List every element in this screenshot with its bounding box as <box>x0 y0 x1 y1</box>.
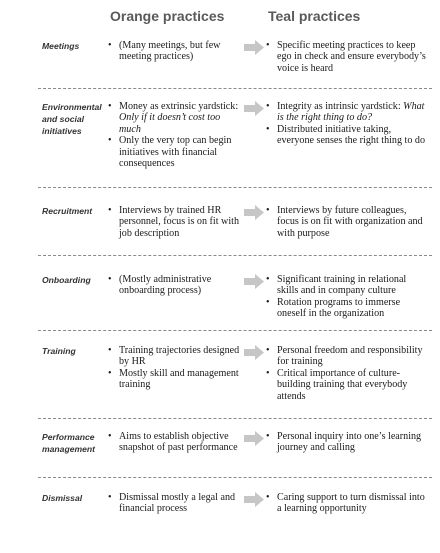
teal-practice-item: • Interviews by future colleagues, focus is on fit with organization and with purpose <box>266 205 426 239</box>
right-arrow-icon <box>244 492 264 507</box>
teal-practice-item: • Specific meeting practices to keep ego in check and ensure everybody’s voice is heard <box>266 40 426 74</box>
orange-practice-item: • (Mostly administrative onboarding process) <box>108 274 242 297</box>
teal-practice-list <box>266 274 426 320</box>
right-arrow-icon <box>244 345 264 360</box>
category-label: Training <box>42 346 76 356</box>
orange-practice-list <box>108 274 242 297</box>
teal-practice-list <box>266 492 426 515</box>
category-label: Onboarding <box>42 275 91 285</box>
orange-practice-item: • Aims to establish objective snapshot of past performance <box>108 431 242 454</box>
teal-practice-item: • Personal freedom and responsibility for training <box>266 345 426 368</box>
row-divider <box>38 477 432 478</box>
row-divider <box>38 88 432 89</box>
teal-practice-item: • Distributed initiative taking, everyone senses the right thing to do <box>266 124 426 147</box>
practice-text: Integrity as intrinsic yardstick: <box>277 101 401 112</box>
right-arrow-icon <box>244 205 264 220</box>
right-arrow-icon <box>244 431 264 446</box>
category-label: Dismissal <box>42 493 83 503</box>
orange-practice-item: • Only the very top can begin initiatives with financial consequences <box>108 135 242 169</box>
orange-practice-item: • (Many meetings, but few meeting practices) <box>108 40 242 63</box>
practice-emphasis: What is the right thing to do? <box>277 101 425 124</box>
category-label: Performance management <box>42 432 96 454</box>
teal-practice-list <box>266 205 426 239</box>
orange-practice-list <box>108 345 242 391</box>
category-label: Recruitment <box>42 206 93 216</box>
orange-practice-item: • Training trajectories designed by HR <box>108 345 242 368</box>
row-divider <box>38 330 432 331</box>
row-divider <box>38 187 432 188</box>
orange-practice-item: • Mostly skill and management training <box>108 368 242 391</box>
teal-practice-list <box>266 431 426 454</box>
teal-practice-item: • Significant training in relational skills and in company culture <box>266 274 426 297</box>
row-divider <box>38 255 432 256</box>
teal-practice-item: • Personal inquiry into one’s learning journey and calling <box>266 431 426 454</box>
orange-practice-list <box>108 40 242 63</box>
orange-practice-list <box>108 205 242 239</box>
practice-text: Money as extrinsic yardstick: <box>119 101 239 112</box>
teal-practice-item: • Caring support to turn dismissal into a learning opportunity <box>266 492 426 515</box>
teal-practice-item: • Critical importance of culture-building training that everybody attends <box>266 368 426 402</box>
category-label: Meetings <box>42 41 80 51</box>
practice-emphasis: Only if it doesn’t cost too much <box>119 112 221 135</box>
orange-practice-item: • Interviews by trained HR personnel, focus is on fit with job description <box>108 205 242 239</box>
category-label: Environmental and social initiatives <box>42 102 102 136</box>
teal-practice-list <box>266 345 426 402</box>
teal-practices-header: Teal practices <box>268 8 361 24</box>
orange-practice-item: • Dismissal mostly a legal and financial process <box>108 492 242 515</box>
teal-practice-item <box>266 101 426 124</box>
teal-practice-list <box>266 101 426 147</box>
orange-practice-list <box>108 431 242 454</box>
orange-practice-item <box>108 101 242 135</box>
orange-practices-header: Orange practices <box>110 8 225 24</box>
right-arrow-icon <box>244 101 264 116</box>
right-arrow-icon <box>244 274 264 289</box>
orange-practice-list <box>108 492 242 515</box>
teal-practice-item: • Rotation programs to immerse oneself in the organization <box>266 297 426 320</box>
teal-practice-list <box>266 40 426 74</box>
orange-practice-list <box>108 101 242 169</box>
row-divider <box>38 418 432 419</box>
right-arrow-icon <box>244 40 264 55</box>
